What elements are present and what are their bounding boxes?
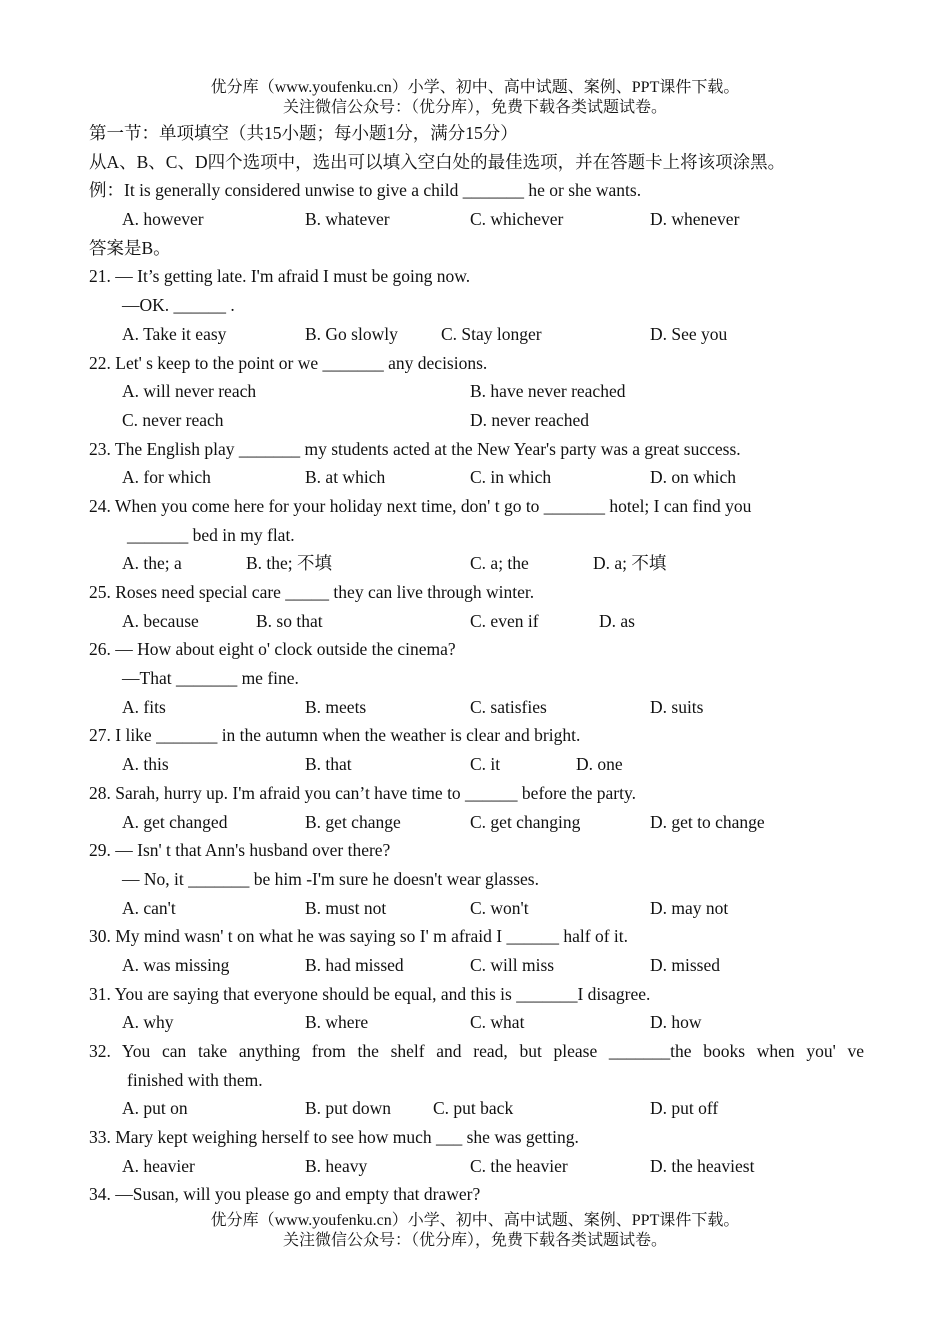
option-a: A. for which bbox=[122, 467, 211, 488]
question-22-options-row1 bbox=[89, 377, 864, 406]
question-33-options bbox=[89, 1152, 864, 1181]
option-a: A. was missing bbox=[122, 954, 230, 975]
option-d: D. one bbox=[576, 754, 623, 775]
example-options bbox=[89, 205, 864, 234]
option-a: A. why bbox=[122, 1012, 174, 1033]
option-a: A. the; a bbox=[122, 553, 182, 574]
option-a: A. will never reach bbox=[122, 381, 257, 402]
question-34-stem: 34. —Susan, will you please go and empty that drawer? bbox=[89, 1184, 481, 1205]
question-22-options-row2 bbox=[89, 406, 864, 435]
question-25-options bbox=[89, 607, 864, 636]
option-c: C. whichever bbox=[470, 209, 564, 230]
question-30-options bbox=[89, 951, 864, 980]
option-d: D. get to change bbox=[650, 811, 765, 832]
option-a: A. however bbox=[122, 209, 204, 230]
question-23-options bbox=[89, 463, 864, 492]
option-a: A. can't bbox=[122, 897, 176, 918]
question-29-options bbox=[89, 894, 864, 923]
page-footer bbox=[0, 1211, 950, 1251]
option-c: C. satisfies bbox=[470, 696, 547, 717]
question-26-stem: 26. — How about eight o' clock outside the cinema? bbox=[89, 639, 456, 660]
question-28-stem: 28. Sarah, hurry up. I'm afraid you can’t have time to ______ before the party. bbox=[89, 782, 636, 803]
question-28-options bbox=[89, 808, 864, 837]
option-d: D. never reached bbox=[470, 409, 590, 430]
question-26-reply: —That _______ me fine. bbox=[122, 668, 299, 689]
option-b: B. have never reached bbox=[470, 381, 626, 402]
question-32-stem: 32. You can take anything from the shelf and read, but please _______the books when you' ve bbox=[89, 1041, 864, 1061]
option-b: B. put down bbox=[305, 1098, 392, 1119]
option-c: C. won't bbox=[470, 897, 529, 918]
option-c: C. in which bbox=[470, 467, 552, 488]
option-c: C. will miss bbox=[470, 954, 555, 975]
option-a: A. put on bbox=[122, 1098, 188, 1119]
option-b: B. heavy bbox=[305, 1155, 368, 1176]
question-21-options bbox=[89, 320, 864, 349]
option-a: A. heavier bbox=[122, 1155, 195, 1176]
option-d: D. a; 不填 bbox=[593, 553, 667, 574]
option-d: D. whenever bbox=[650, 209, 740, 230]
question-26-options bbox=[89, 693, 864, 722]
option-a: A. get changed bbox=[122, 811, 228, 832]
question-31-options bbox=[89, 1008, 864, 1037]
option-c: C. what bbox=[470, 1012, 525, 1033]
option-d: D. may not bbox=[650, 897, 729, 918]
option-c: C. it bbox=[470, 754, 501, 775]
question-24-stem-cont: _______ bed in my flat. bbox=[127, 524, 295, 545]
option-b: B. get change bbox=[305, 811, 401, 832]
option-a: A. Take it easy bbox=[122, 323, 227, 344]
option-b: B. Go slowly bbox=[305, 323, 398, 344]
example-stem: 例：It is generally considered unwise to give a child _______ he or she wants. bbox=[89, 180, 642, 201]
section-title: 第一节：单项填空（共15小题；每小题1分，满分15分） bbox=[89, 123, 518, 143]
question-32-stem-cont: finished with them. bbox=[127, 1069, 263, 1090]
option-d: D. put off bbox=[650, 1098, 719, 1119]
option-c: C. get changing bbox=[470, 811, 581, 832]
example-answer: 答案是B。 bbox=[89, 237, 171, 258]
option-d: D. See you bbox=[650, 323, 728, 344]
option-c: C. a; the bbox=[470, 553, 529, 574]
option-b: B. meets bbox=[305, 696, 367, 717]
option-d: D. on which bbox=[650, 467, 737, 488]
question-33-stem: 33. Mary kept weighing herself to see how much ___ she was getting. bbox=[89, 1127, 579, 1148]
question-32-options bbox=[89, 1094, 864, 1123]
question-25-stem: 25. Roses need special care _____ they can live through winter. bbox=[89, 582, 535, 602]
footer-line-2: 关注微信公众号：（优分库），免费下载各类试题试卷。 bbox=[282, 1232, 667, 1249]
question-21-stem: 21. — It’s getting late. I'm afraid I must be going now. bbox=[89, 266, 471, 287]
question-30-stem: 30. My mind wasn' t on what he was saying so I' m afraid I ______ half of it. bbox=[89, 926, 628, 947]
option-d: D. suits bbox=[650, 696, 704, 717]
option-b: B. at which bbox=[305, 467, 386, 488]
page-header bbox=[0, 78, 950, 118]
question-22-stem: 22. Let' s keep to the point or we _______ any decisions. bbox=[89, 352, 488, 373]
option-c: C. even if bbox=[470, 610, 539, 631]
option-a: A. fits bbox=[122, 696, 166, 717]
option-b: B. whatever bbox=[305, 209, 390, 230]
option-b: B. the; 不填 bbox=[246, 553, 333, 574]
option-d: D. as bbox=[599, 610, 635, 631]
option-d: D. missed bbox=[650, 954, 720, 975]
option-c: C. put back bbox=[433, 1098, 514, 1119]
question-31-stem: 31. You are saying that everyone should be equal, and this is _______I disagree. bbox=[89, 983, 651, 1004]
footer-line-1: 优分库（www.youfenku.cn）小学、初中、高中试题、案例、PPT课件下载。 bbox=[210, 1212, 740, 1229]
section-instruction: 从A、B、C、D四个选项中，选出可以填入空白处的最佳选项，并在答题卡上将该项涂黑。 bbox=[89, 151, 786, 172]
question-27-options bbox=[89, 750, 864, 779]
question-24-options bbox=[89, 549, 864, 578]
question-23-stem: 23. The English play _______ my students acted at the New Year's party was a great success. bbox=[89, 438, 741, 459]
option-a: A. because bbox=[122, 610, 199, 631]
question-29-stem: 29. — Isn' t that Ann's husband over there? bbox=[89, 840, 391, 861]
question-24-stem: 24. When you come here for your holiday next time, don' t go to _______ hotel; I can find you bbox=[89, 495, 752, 516]
option-d: D. how bbox=[650, 1012, 702, 1033]
option-b: B. where bbox=[305, 1012, 369, 1033]
option-b: B. so that bbox=[256, 610, 323, 631]
question-29-reply: — No, it _______ be him -I'm sure he doesn't wear glasses. bbox=[122, 868, 539, 889]
option-c: C. Stay longer bbox=[441, 323, 542, 344]
question-27-stem: 27. I like _______ in the autumn when the weather is clear and bright. bbox=[89, 725, 581, 746]
option-a: A. this bbox=[122, 754, 169, 775]
option-d: D. the heaviest bbox=[650, 1155, 755, 1176]
option-b: B. that bbox=[305, 754, 352, 775]
option-c: C. never reach bbox=[122, 409, 224, 430]
option-b: B. must not bbox=[305, 897, 387, 918]
option-b: B. had missed bbox=[305, 954, 404, 975]
header-line-1: 优分库（www.youfenku.cn）小学、初中、高中试题、案例、PPT课件下载。 bbox=[210, 79, 740, 96]
exam-content bbox=[89, 119, 864, 1209]
question-21-reply: —OK. ______ . bbox=[122, 295, 235, 316]
option-c: C. the heavier bbox=[470, 1155, 568, 1176]
header-line-2: 关注微信公众号：（优分库），免费下载各类试题试卷。 bbox=[282, 99, 667, 116]
